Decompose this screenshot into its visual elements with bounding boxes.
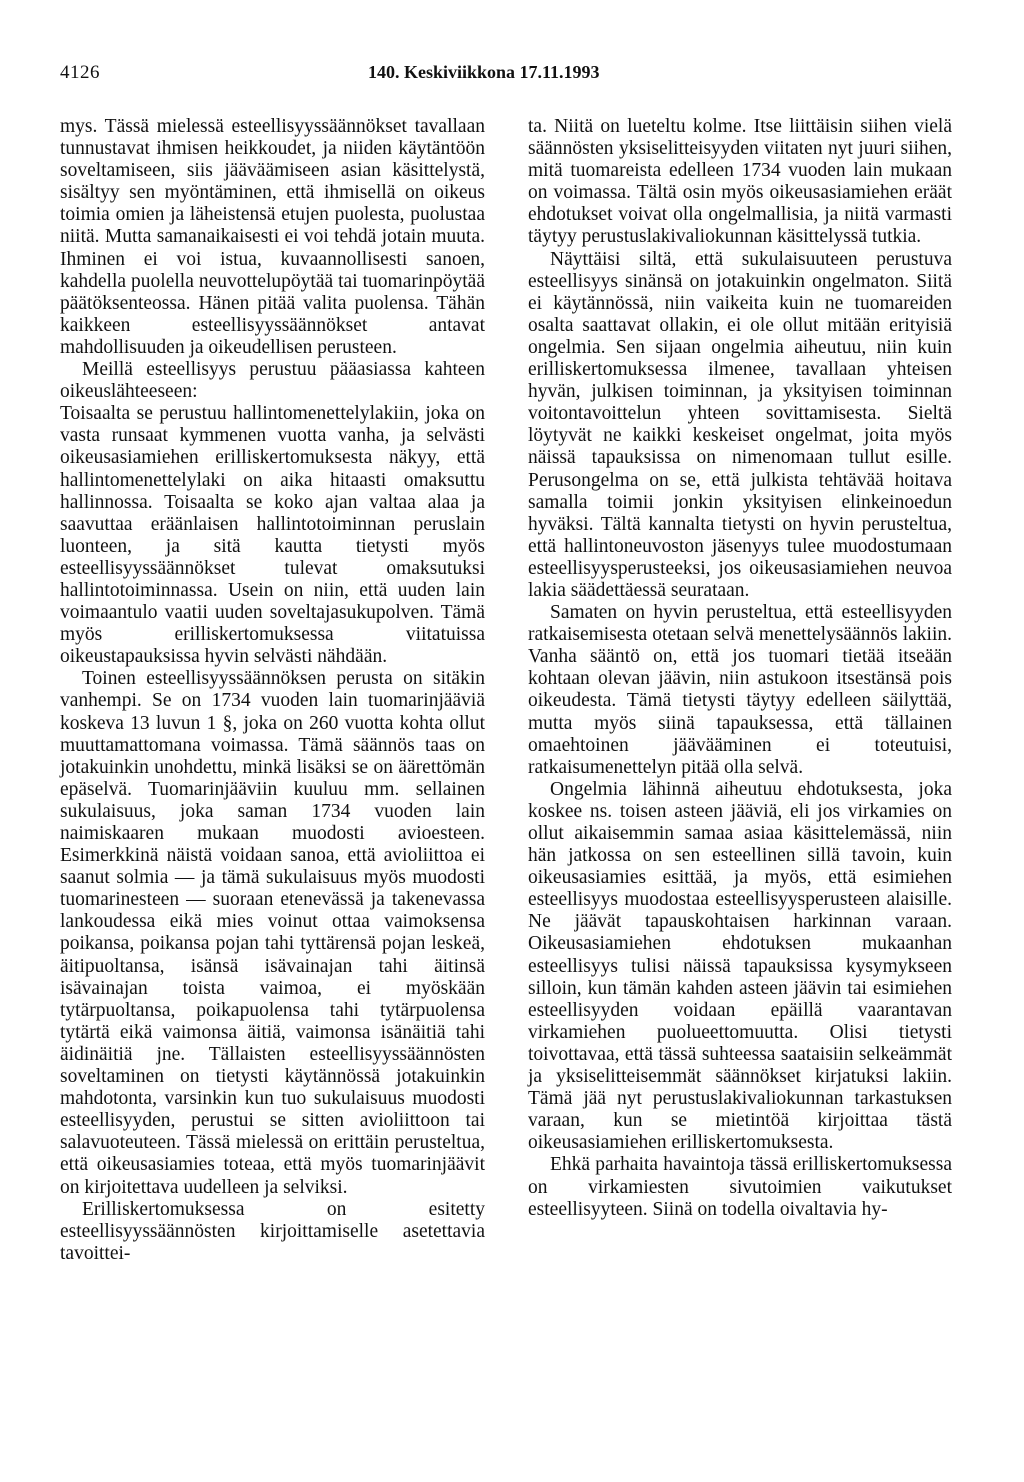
paragraph: Näyttäisi siltä, että sukulaisuuteen perustuva esteellisyys sinänsä on jotakuinkin ongelmaton. Siitä ei käytännössä, niin vaikeita kuin ne tuomareiden osalta saattavat ollakin, ei ole ollut mitään erityisiä ongelmia. Sen sijaan ongelmia aiheutuu, niin kuin erilliskertomuksessa ilmenee, tavallaan yhteisen hyvän, julkisen toiminnan, ja yksityisen toiminnan voitontavoittelun yhteen sovittamisesta. Sieltä löytyvät ne kaikki keskeiset ongelmat, joita myös näissä tapauksissa on nimenomaan tullut esille. Perusongelma on se, että julkista tehtävää hoitava samalla toimii jonkin yksityisen elinkeinoedun hyväksi. Tältä kannalta tietysti on hyvin perusteltua, että hallintoneuvoston jäsenyys tulee muodostumaan esteellisyysperusteeksi, jos oikeusasiamiehen neuvoa lakia säädettäessä seurataan. [528, 248, 952, 601]
paragraph: ta. Niitä on lueteltu kolme. Itse liittäisin siihen vielä säännösten yksiselitteisyyden viitaten nyt juuri siihen, mitä tuomareista edelleen 1734 vuoden lain mukaan on voimassa. Tältä osin myös oikeusasiamiehen eräät ehdotukset voivat olla ongelmallisia, ja niitä varmasti täytyy perustuslakivaliokunnan käsittelyssä tutkia. [528, 116, 952, 248]
left-column [60, 116, 485, 1265]
right-column [528, 116, 952, 1221]
paragraph: Toisaalta se perustuu hallintomenettelylakiin, joka on vasta runsaat kymmenen vuotta vanha, ja selvästi oikeusasiamiehen erilliskertomuksesta näkyy, että hallintomenettelylaki on aika hitaasti omaksuttu hallinnossa. Toisaalta se koko ajan valtaa alaa ja saavuttaa eräänlaisen hallintotoiminnan peruslain luonteen, ja sitä kautta tietysti myös esteellisyyssäännökset tulevat omaksutuksi hallintotoiminnassa. Usein on niin, että uuden lain voimaantulo vaatii uuden soveltajasukupolven. Tämä myös erilliskertomuksessa viitatuissa oikeustapauksissa hyvin selvästi nähdään. [60, 403, 485, 668]
paragraph: Ongelmia lähinnä aiheutuu ehdotuksesta, joka koskee ns. toisen asteen jääviä, eli jos virkamies on ollut aikaisemmin samaa asiaa käsittelemässä, niin hän jatkossa on sen esteellinen sillä tavoin, kuin oikeusasiamies esittää, ja myös, että esimiehen esteellisyys muodostaa esteellisyysperusteen alaisille. Ne jäävät tapauskohtaisen harkinnan varaan. Oikeusasiamiehen ehdotuksen mukaanhan esteellisyys tulisi näissä tapauksissa kysymykseen silloin, kun tämän kahden asteen jäävin tai esimiehen esteellisyyden voidaan epäillä vaarantavan virkamiehen puolueettomuutta. Olisi tietysti toivottavaa, että tässä suhteessa saataisiin selkeämmät ja yksiselitteisemmät säännökset kirjatuksi lakiin. Tämä jää nyt perustuslakivaliokunnan tarkastuksen varaan, kun se mietintöä kirjoittaa tästä oikeusasiamiehen erilliskertomuksesta. [528, 778, 952, 1154]
paragraph: Ehkä parhaita havaintoja tässä erilliskertomuksessa on virkamiesten sivutoimien vaikutukset esteellisyyteen. Siinä on todella oivaltavia hy- [528, 1154, 952, 1220]
paragraph: Erilliskertomuksessa on esitetty esteellisyyssäännösten kirjoittamiselle asetettavia tavoittei- [60, 1198, 485, 1264]
paragraph: Toinen esteellisyyssäännöksen perusta on sitäkin vanhempi. Se on 1734 vuoden lain tuomarinjääviä koskeva 13 luvun 1 §, joka on 260 vuotta kohta ollut muuttamattomana voimassa. Tämä säännös taas on jotakuinkin unohdettu, minkä lisäksi se on äärettömän epäselvä. Tuomarinjääviin kuuluu mm. sellainen sukulaisuus, joka saman 1734 vuoden lain naimiskaaren mukaan muodosti avioesteen. Esimerkkinä näistä voidaan sanoa, että avioliittoa ei saanut solmia — ja tämä sukulaisuus myös muodosti tuomarinesteen — suoraan etenevässä ja takenevassa lankoudessa eikä mies voinut ottaa vaimoksensa poikansa, poikansa pojan tahi tyttärensä pojan leskeä, äitipuoltansa, isänsä isävainajan tahi äitinsä isävainajan toista vaimoa, ei myöskään tytärpuoltansa, poikapuolensa tahi tytärpuolensa tytärtä eikä vaimonsa äitiä, vaimonsa isänäitiä tahi äidinäitiä jne. Tällaisten esteellisyyssäännösten soveltaminen on tietysti käytännössä jotakuinkin mahdotonta, varsinkin kun tuo sukulaisuus muodosti esteellisyyden, perustui se sitten avioliittoon tai salavuoteuteen. Tässä mielessä on erittäin perusteltua, että oikeusasiamies toteaa, että myös tuomarinjäävit on kirjoitettava uudelleen ja selviksi. [60, 668, 485, 1198]
running-head: 140. Keskiviikkona 17.11.1993 [368, 62, 600, 82]
paragraph: Samaten on hyvin perusteltua, että esteellisyyden ratkaisemisesta otetaan selvä menettelysäännös lakiin. Vanha sääntö on, että jos tuomari tietää itseään kohtaan olevan jäävin, niin astukoon itsestänsä pois oikeudesta. Tämä tietysti täytyy edelleen säilyttää, mutta myös siinä tapauksessa, että tällainen omaehtoinen jäävääminen ei toteutuisi, ratkaisumenettelyn pitää olla selvä. [528, 602, 952, 778]
paragraph: Meillä esteellisyys perustuu pääasiassa kahteen oikeuslähteeseen: [60, 359, 485, 403]
paragraph: mys. Tässä mielessä esteellisyyssäännökset tavallaan tunnustavat ihmisen heikkoudet, ja niiden käytäntöön soveltamiseen, siis jääväämiseen asian käsittelystä, sisältyy sen myöntäminen, että ihmisellä on oikeus toimia omien ja läheistensä etujen puolesta, puolustaa niitä. Mutta samanaikaisesti ei voi tehdä jotain muuta. Ihminen ei voi istua, kuvaannollisesti sanoen, kahdella puolella neuvottelupöytää tai tuomarinpöytää päätöksenteossa. Hänen pitää valita puolensa. Tähän kaikkeen esteellisyyssäännökset antavat mahdollisuuden ja oikeudellisen perusteen. [60, 116, 485, 358]
page-number: 4126 [60, 62, 100, 83]
